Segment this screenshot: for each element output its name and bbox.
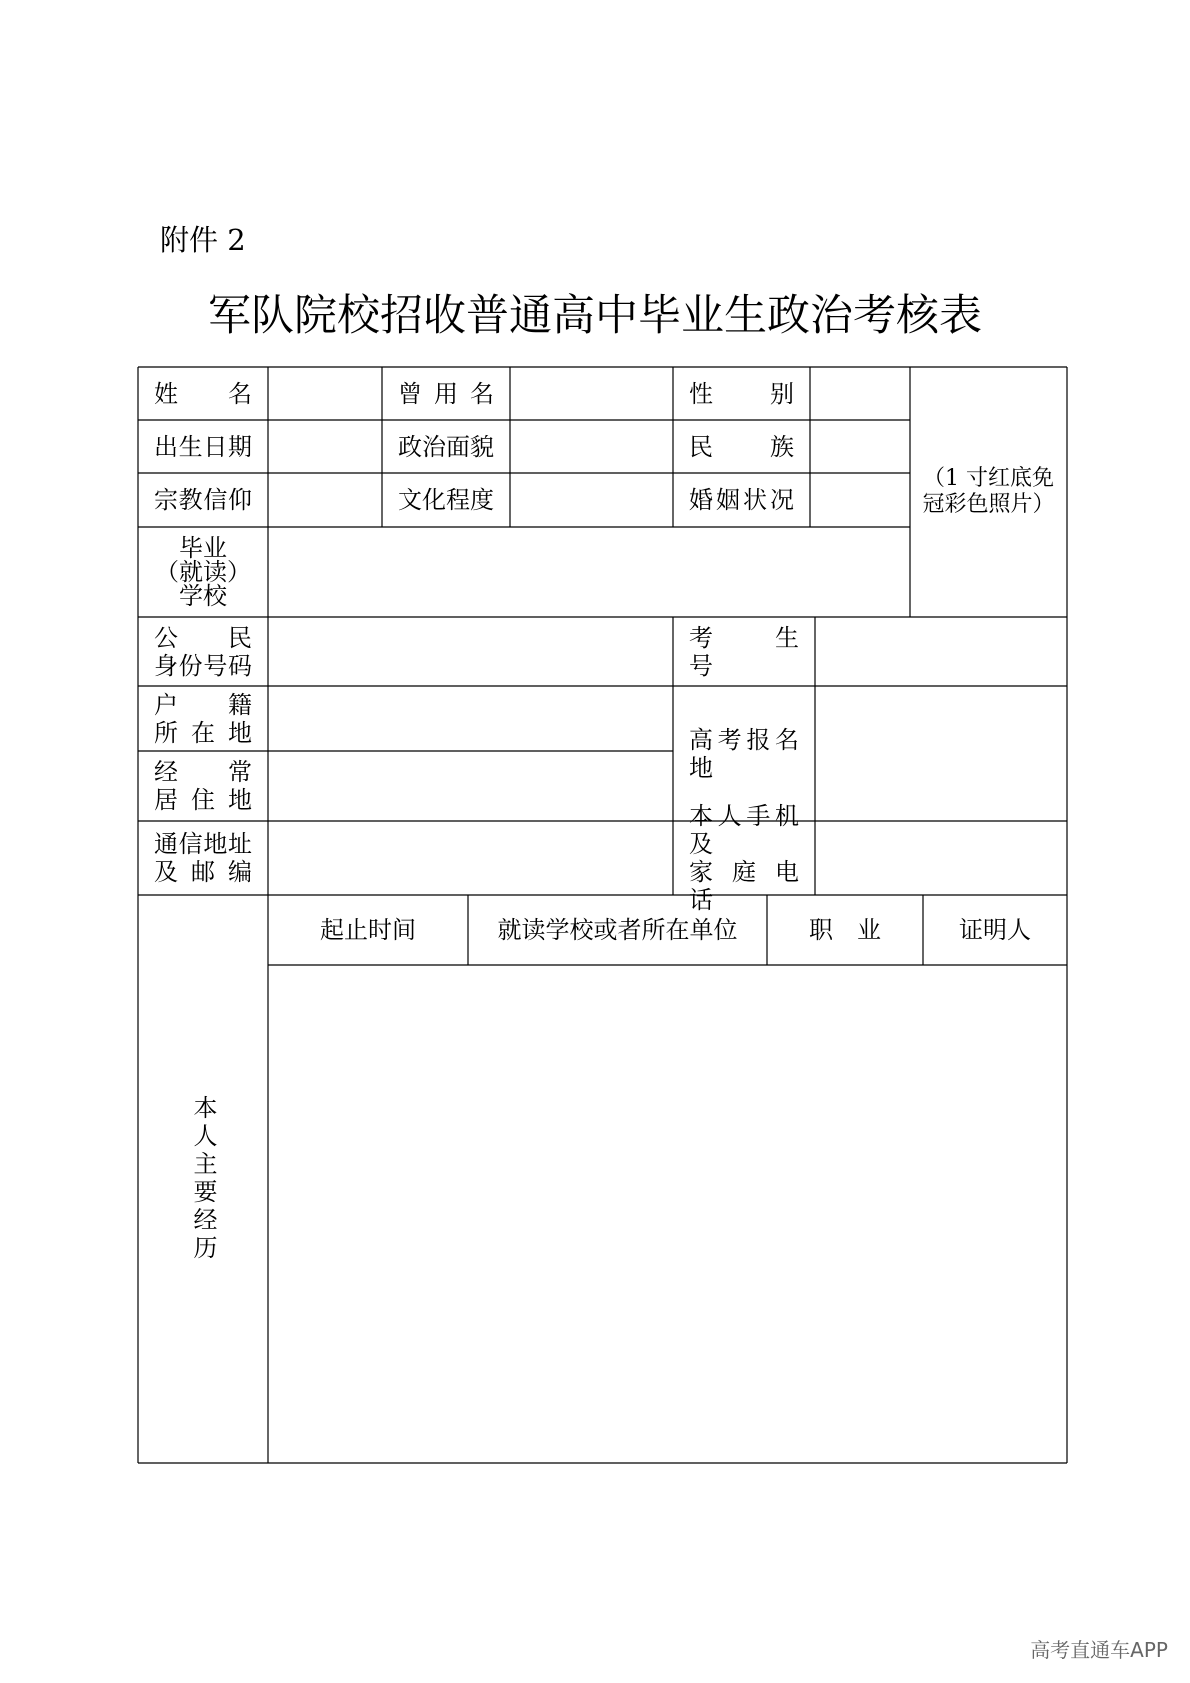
- birth-date-label: 出生日期: [154, 432, 252, 461]
- history-header-occupation: 职 业: [809, 916, 881, 944]
- address-field[interactable]: [268, 821, 673, 895]
- history-header-witness: 证明人: [959, 916, 1031, 944]
- candidate-no-field[interactable]: [815, 617, 1067, 686]
- phone-label: 本人手机及 家 庭 电 话: [689, 802, 799, 914]
- political-status-field[interactable]: [510, 420, 673, 473]
- form-title: 军队院校招收普通高中毕业生政治考核表: [208, 291, 982, 341]
- phone-field[interactable]: [815, 821, 1067, 895]
- experience-label: 本人主要经历: [189, 1095, 217, 1263]
- attachment-label: 附件 2: [160, 223, 246, 257]
- ethnicity-field[interactable]: [810, 420, 910, 473]
- marital-status-field[interactable]: [810, 473, 910, 527]
- former-name-label: 曾 用 名: [398, 379, 494, 408]
- history-header-period: 起止时间: [320, 916, 416, 944]
- watermark: 高考直通车APP: [1030, 1638, 1168, 1662]
- education-field[interactable]: [510, 473, 673, 527]
- former-name-field[interactable]: [510, 367, 673, 420]
- education-label: 文化程度: [398, 486, 494, 514]
- residence-field[interactable]: [268, 751, 673, 821]
- address-label: 通信地址 及 邮 编: [154, 830, 252, 886]
- history-entries-area[interactable]: [268, 965, 1067, 1463]
- photo-placeholder[interactable]: （1 寸红底免冠彩色照片）: [922, 466, 1055, 517]
- birth-date-field[interactable]: [268, 420, 382, 473]
- school-label: 毕业 （就读） 学校: [155, 534, 251, 610]
- candidate-no-label: 考 生 号: [689, 623, 823, 680]
- religion-field[interactable]: [268, 473, 382, 527]
- household-field[interactable]: [268, 686, 673, 751]
- residence-label: 经 常 居 住 地: [154, 758, 252, 814]
- gender-label: 性 别: [689, 379, 794, 408]
- id-number-field[interactable]: [268, 617, 673, 686]
- ethnicity-label: 民 族: [689, 432, 794, 461]
- political-status-label: 政治面貌: [398, 432, 494, 461]
- gender-field[interactable]: [810, 367, 910, 420]
- marital-status-label: 婚姻状况: [689, 486, 794, 514]
- household-label: 户 籍 所 在 地: [154, 690, 252, 747]
- exam-place-label: 高考报名地: [689, 725, 799, 782]
- exam-place-field[interactable]: [815, 686, 1067, 821]
- name-field[interactable]: [268, 367, 382, 420]
- name-label: 姓 名: [154, 379, 252, 408]
- id-number-label: 公 民 身份号码: [154, 623, 252, 680]
- history-header-school-or-unit: 就读学校或者所在单位: [497, 916, 738, 944]
- religion-label: 宗教信仰: [154, 486, 252, 514]
- school-field[interactable]: [268, 527, 910, 617]
